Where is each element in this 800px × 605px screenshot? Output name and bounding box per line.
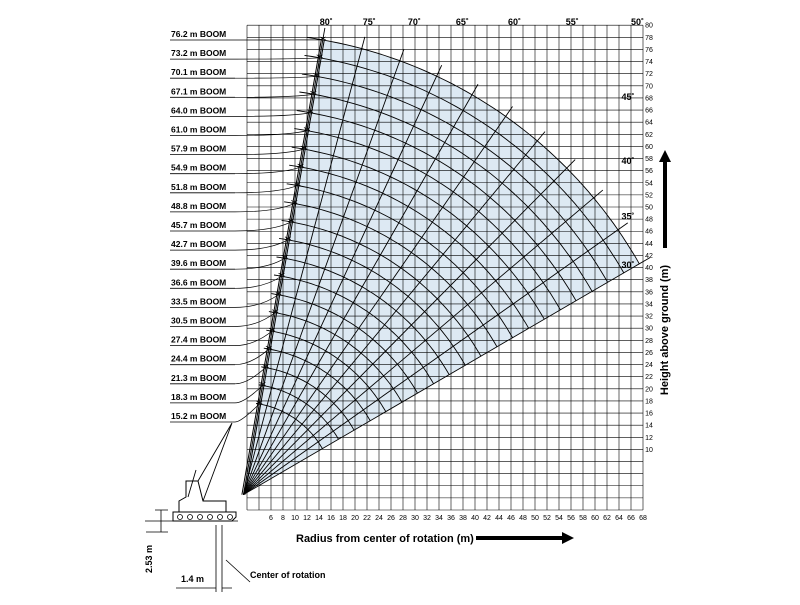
x-tick-label: 44: [495, 515, 503, 522]
angle-label-top: 75˚: [363, 17, 376, 27]
boom-label-leader: [235, 203, 294, 211]
x-tick-label: 48: [519, 515, 527, 522]
boom-label: 51.8 m BOOM: [171, 182, 226, 192]
boom-label-leader: [235, 349, 269, 365]
x-tick-label: 66: [627, 515, 635, 522]
y-tick-label: 66: [645, 108, 653, 115]
y-tick-label: 80: [645, 23, 653, 30]
y-tick-label: 18: [645, 398, 653, 405]
boom-label: 24.4 m BOOM: [171, 354, 226, 364]
boom-label-leader: [235, 295, 278, 308]
angle-label-side: 35˚: [621, 211, 634, 221]
center-leader-line: [226, 560, 250, 582]
boom-label: 39.6 m BOOM: [171, 258, 226, 268]
x-tick-label: 28: [399, 515, 407, 522]
y-axis-arrow-icon: [659, 150, 671, 248]
boom-label-leader: [235, 331, 272, 345]
boom-label-leader: [235, 368, 266, 384]
y-tick-label: 34: [645, 301, 653, 308]
crane-cab: [179, 481, 226, 512]
x-tick-label: 64: [615, 515, 623, 522]
y-tick-label: 60: [645, 144, 653, 151]
y-tick-label: 20: [645, 386, 653, 393]
y-tick-label: 64: [645, 120, 653, 127]
x-tick-label: 58: [579, 515, 587, 522]
y-tick-label: 42: [645, 253, 653, 260]
x-tick-label: 54: [555, 515, 563, 522]
boom-label-leader: [235, 240, 288, 250]
pivot-height-label: 2.53 m: [144, 545, 154, 573]
y-tick-label: 48: [645, 217, 653, 224]
x-tick-label: 30: [411, 515, 419, 522]
y-tick-label: 78: [645, 35, 653, 42]
x-tick-label: 6: [269, 515, 273, 522]
y-tick-label: 10: [645, 447, 653, 454]
y-tick-label: 72: [645, 71, 653, 78]
x-tick-label: 52: [543, 515, 551, 522]
x-tick-label: 36: [447, 515, 455, 522]
y-axis-title: Height above ground (m): [659, 265, 671, 396]
boom-label: 18.3 m BOOM: [171, 392, 226, 402]
x-tick-label: 40: [471, 515, 479, 522]
angle-label-top: 70˚: [408, 17, 421, 27]
y-tick-label: 58: [645, 156, 653, 163]
y-tick-label: 76: [645, 47, 653, 54]
boom-label: 42.7 m BOOM: [171, 239, 226, 249]
x-tick-label: 12: [303, 515, 311, 522]
boom-label-leader: [235, 186, 297, 193]
angle-label-top: 55˚: [566, 17, 579, 27]
angle-label-top: 50˚: [631, 17, 644, 27]
x-tick-label: 8: [281, 515, 285, 522]
x-tick-label: 46: [507, 515, 515, 522]
angle-label-top: 60˚: [508, 17, 521, 27]
x-tick-label: 20: [351, 515, 359, 522]
boom-label: 21.3 m BOOM: [171, 373, 226, 383]
boom-label-leader: [235, 222, 291, 231]
y-tick-label: 70: [645, 83, 653, 90]
y-tick-label: 44: [645, 241, 653, 248]
boom-label: 70.1 m BOOM: [171, 67, 226, 77]
y-tick-label: 16: [645, 411, 653, 418]
boom-label: 27.4 m BOOM: [171, 335, 226, 345]
x-tick-label: 38: [459, 515, 467, 522]
y-tick-label: 40: [645, 265, 653, 272]
pivot-offset-label: 1.4 m: [181, 574, 204, 584]
y-tick-label: 24: [645, 362, 653, 369]
boom-label: 54.9 m BOOM: [171, 163, 226, 173]
boom-label-leader: [235, 149, 304, 154]
y-tick-label: 30: [645, 326, 653, 333]
boom-label: 33.5 m BOOM: [171, 296, 226, 306]
x-tick-label: 60: [591, 515, 599, 522]
x-tick-label: 10: [291, 515, 299, 522]
boom-label: 57.9 m BOOM: [171, 144, 226, 154]
angle-label-top: 80˚: [320, 17, 333, 27]
y-tick-label: 52: [645, 192, 653, 199]
x-tick-label: 24: [375, 515, 383, 522]
x-tick-label: 42: [483, 515, 491, 522]
x-tick-label: 18: [339, 515, 347, 522]
boom-label-leader: [235, 313, 275, 327]
boom-label: 48.8 m BOOM: [171, 201, 226, 211]
boom-label: 36.6 m BOOM: [171, 277, 226, 287]
center-of-rotation-label: Center of rotation: [250, 570, 326, 580]
angle-label-top: 65˚: [456, 17, 469, 27]
y-tick-label: 50: [645, 205, 653, 212]
y-tick-label: 56: [645, 168, 653, 175]
x-tick-label: 26: [387, 515, 395, 522]
angle-label-side: 30˚: [621, 260, 634, 270]
y-tick-label: 28: [645, 338, 653, 345]
x-tick-label: 34: [435, 515, 443, 522]
x-tick-label: 16: [327, 515, 335, 522]
boom-label: 61.0 m BOOM: [171, 125, 226, 135]
x-tick-label: 50: [531, 515, 539, 522]
boom-label-leader: [235, 113, 310, 117]
y-tick-label: 54: [645, 180, 653, 187]
boom-label: 30.5 m BOOM: [171, 316, 226, 326]
y-tick-label: 62: [645, 132, 653, 139]
boom-label: 67.1 m BOOM: [171, 86, 226, 96]
boom-label: 45.7 m BOOM: [171, 220, 226, 230]
y-tick-label: 26: [645, 350, 653, 357]
y-tick-label: 22: [645, 374, 653, 381]
y-tick-label: 74: [645, 59, 653, 66]
boom-label: 64.0 m BOOM: [171, 105, 226, 115]
boom-label: 15.2 m BOOM: [171, 411, 226, 421]
x-tick-label: 22: [363, 515, 371, 522]
x-axis-title: Radius from center of rotation (m): [296, 533, 474, 545]
y-tick-label: 38: [645, 277, 653, 284]
x-tick-label: 14: [315, 515, 323, 522]
y-tick-label: 32: [645, 314, 653, 321]
boom-label-leader: [235, 276, 282, 288]
y-tick-label: 12: [645, 435, 653, 442]
boom-label: 76.2 m BOOM: [171, 29, 226, 39]
x-axis-arrow-icon: [476, 532, 574, 544]
y-tick-label: 68: [645, 95, 653, 102]
boom-label: 73.2 m BOOM: [171, 48, 226, 58]
angle-label-side: 45˚: [621, 92, 634, 102]
x-tick-label: 68: [639, 515, 647, 522]
y-tick-label: 14: [645, 423, 653, 430]
angle-label-side: 40˚: [621, 156, 634, 166]
x-tick-label: 56: [567, 515, 575, 522]
x-tick-label: 62: [603, 515, 611, 522]
y-tick-label: 46: [645, 229, 653, 236]
y-tick-label: 36: [645, 289, 653, 296]
x-tick-label: 32: [423, 515, 431, 522]
